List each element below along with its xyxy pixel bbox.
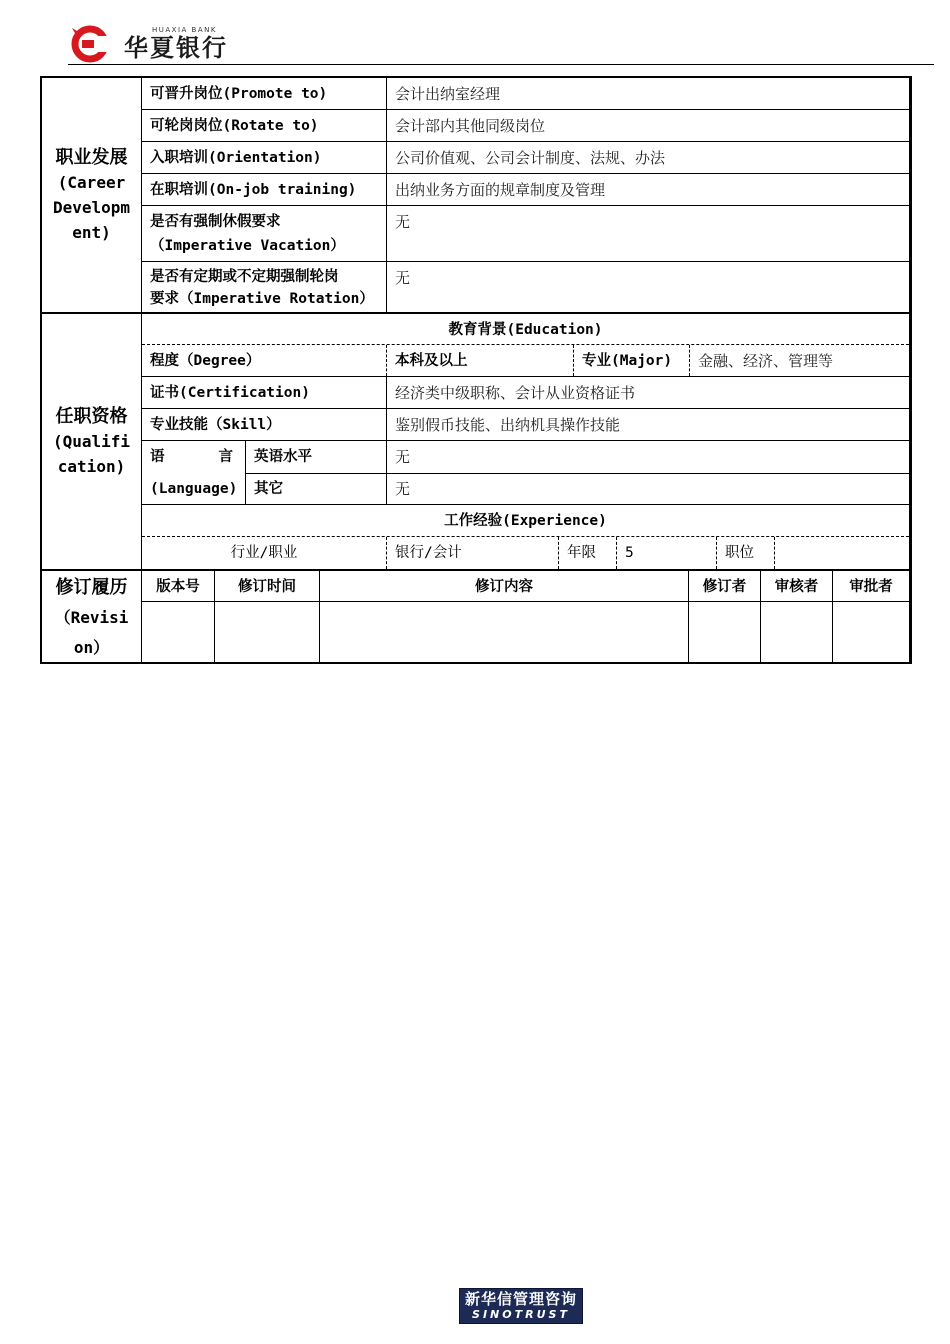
major-value: 金融、经济、管理等 xyxy=(689,345,909,376)
promote-value: 会计出纳室经理 xyxy=(386,78,909,109)
vacation-label-line-2: （Imperative Vacation） xyxy=(150,238,345,254)
revision-cell xyxy=(688,602,760,662)
orientation-value: 公司价值观、公司会计制度、法规、办法 xyxy=(386,142,909,173)
english-level-label: 英语水平 xyxy=(254,449,312,465)
career-label-en-3: ent) xyxy=(72,223,111,242)
table-row xyxy=(142,110,909,142)
career-label-en-2: Developm xyxy=(52,198,131,217)
revision-cell xyxy=(142,602,214,662)
table-row xyxy=(142,314,909,345)
language-label-en: (Language) xyxy=(150,481,238,497)
career-section xyxy=(40,76,912,314)
brand-name-cn: 华夏银行 xyxy=(124,34,228,62)
industry-label: 行业/职业 xyxy=(230,545,298,561)
vacation-label-line-1: 是否有强制休假要求 xyxy=(150,214,281,230)
promote-label: 可晋升岗位(Promote to) xyxy=(150,86,328,102)
table-row xyxy=(142,174,909,206)
revision-col-reviewer: 审核者 xyxy=(760,571,832,601)
rotation-value: 无 xyxy=(386,262,909,312)
language-label xyxy=(142,441,246,504)
qualification-section xyxy=(40,314,912,571)
years-label: 年限 xyxy=(558,537,616,569)
table-row xyxy=(142,78,909,110)
revision-col-date: 修订时间 xyxy=(214,571,319,601)
certification-label: 证书(Certification) xyxy=(150,385,310,401)
revision-label-en-2: on） xyxy=(73,638,110,657)
qualification-section-label xyxy=(42,314,142,569)
revision-cell xyxy=(214,602,319,662)
table-row xyxy=(142,441,909,505)
table-row xyxy=(142,262,909,312)
table-row xyxy=(142,537,909,569)
other-language-value: 无 xyxy=(386,473,909,505)
revision-col-content: 修订内容 xyxy=(319,571,688,601)
position-label: 职位 xyxy=(716,537,774,569)
brand-name-en: HUAXIA BANK xyxy=(152,26,217,34)
sinotrust-logo xyxy=(459,1288,583,1324)
revision-header-row xyxy=(142,571,909,602)
industry-value: 银行/会计 xyxy=(386,537,558,569)
rotation-label-line-1: 是否有定期或不定期强制轮岗 xyxy=(150,269,339,285)
major-label: 专业(Major) xyxy=(573,345,689,376)
qualification-label-zh: 任职资格 xyxy=(55,406,128,427)
table-row xyxy=(142,345,909,377)
language-label-char-1: 语 xyxy=(150,449,165,465)
revision-col-approver: 审批者 xyxy=(832,571,909,601)
table-row xyxy=(142,377,909,409)
skill-label: 专业技能（Skill） xyxy=(150,417,281,433)
revision-cell xyxy=(832,602,909,662)
revision-section xyxy=(40,571,912,664)
revision-col-version: 版本号 xyxy=(156,579,200,595)
degree-label: 程度（Degree） xyxy=(150,353,261,369)
experience-title: 工作经验(Experience) xyxy=(444,513,607,529)
certification-value: 经济类中级职称、会计从业资格证书 xyxy=(386,377,909,408)
language-label-char-2: 言 xyxy=(218,449,233,465)
english-level-value: 无 xyxy=(386,441,909,473)
orientation-label: 入职培训(Orientation) xyxy=(150,150,322,166)
english-level-row xyxy=(246,441,909,474)
revision-entry-row xyxy=(142,602,909,662)
rotate-value: 会计部内其他同级岗位 xyxy=(386,110,909,141)
table-row xyxy=(142,505,909,537)
vacation-value: 无 xyxy=(386,206,909,261)
qualification-label-en-3: cation) xyxy=(57,457,126,476)
career-section-label xyxy=(42,78,142,312)
table-row xyxy=(142,206,909,262)
revision-cell xyxy=(760,602,832,662)
header-divider xyxy=(68,64,934,65)
onjob-training-value: 出纳业务方面的规章制度及管理 xyxy=(386,174,909,205)
position-value xyxy=(774,537,909,569)
qualification-label-en-1: (Qualifi xyxy=(52,432,131,451)
revision-cell xyxy=(319,602,688,662)
revision-label-zh: 修订履历 xyxy=(55,577,128,598)
other-language-row xyxy=(246,473,909,505)
revision-section-label xyxy=(42,571,142,662)
career-label-zh: 职业发展 xyxy=(55,147,128,168)
rotation-label xyxy=(142,262,386,312)
degree-value: 本科及以上 xyxy=(386,345,573,376)
rotate-label: 可轮岗岗位(Rotate to) xyxy=(150,118,319,134)
sinotrust-logo-en: SINOTRUST xyxy=(472,1308,570,1321)
other-language-label: 其它 xyxy=(254,481,283,497)
revision-label-en-1: （Revisi xyxy=(54,608,129,627)
years-value: 5 xyxy=(616,537,716,569)
sinotrust-logo-cn: 新华信管理咨询 xyxy=(464,1290,577,1308)
revision-col-reviser: 修订者 xyxy=(688,571,760,601)
table-row xyxy=(142,142,909,174)
huaxia-bank-logo-icon xyxy=(68,24,112,64)
skill-value: 鉴别假币技能、出纳机具操作技能 xyxy=(386,409,909,440)
rotation-label-line-2: 要求（Imperative Rotation） xyxy=(150,291,374,307)
page-header xyxy=(68,22,930,66)
career-label-en-1: (Career xyxy=(57,173,126,192)
vacation-label xyxy=(142,206,386,261)
education-title: 教育背景(Education) xyxy=(448,322,603,338)
onjob-training-label: 在职培训(On-job training) xyxy=(150,182,357,198)
table-row xyxy=(142,409,909,441)
